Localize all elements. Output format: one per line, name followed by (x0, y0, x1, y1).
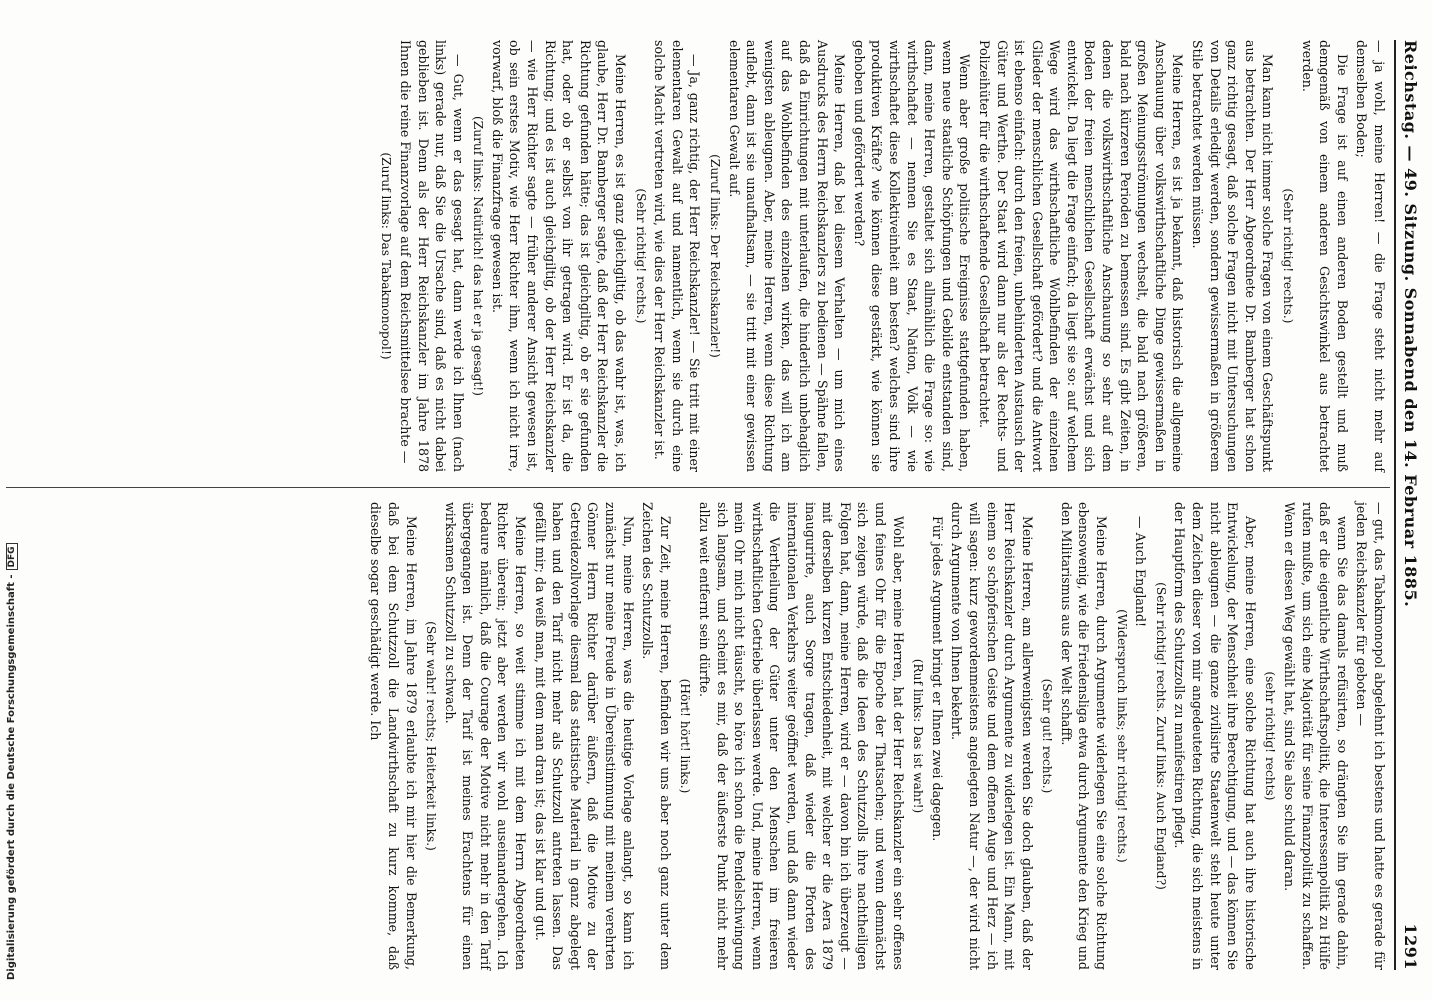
paragraph: — Auch England! (1133, 516, 1149, 628)
paragraph: (Widerspruch links; sehr richtig! rechts.) (1114, 609, 1129, 863)
page-number: 1291 (1401, 923, 1420, 970)
paragraph: Meine Herren, im Jahre 1879 erlaubte ich mir hier die Bemerkung, daß bei dem Schutzzoll die Landwirthschaft zu kurz komme, daß dieselbe sogar geschädigt werde. Ich (368, 502, 419, 970)
paragraph: Die Frage ist auf einen anderen Boden gestellt und muß demgemäß von einem anderen Gesichtswinkel aus betrachtet werden. (1299, 40, 1350, 472)
paragraph: Meine Herren, es ist ja bekannt, daß historisch die allgemeine Anschauung über volkswirthschaftliche Dinge gewissermaßen in großen Meinungsströmungen wechselt, die bald nach größeren, bald nach kürzeren Perioden zu bemessen sind. Es gibt Zeiten, in denen die volkswirthschaftliche Anschauung so sehr auf dem Boden der freien menschlichen Gesellschaft erwächst und sich entwickelt. Da liegt die Frage einfach; da liegt sie so: auf welchem Wege wird das wirthschaftliche Wohlbefinden der einzelnen Glieder der menschlichen Gesellschaft gefördert? und die Antwort ist ebenso einfach: durch den freien, unbehinderten Austausch der Güter und Werthe. Der Staat wird dann nur als der Rechts- und Polizeihüter für die wirthschaftende Gesellschaft betrachtet. (976, 40, 1186, 472)
paragraph: — gut, das Tabakmonopol abgelehnt ich bestens und hatte es gerade für jeden Reichskanzler für geboten — (1354, 502, 1387, 970)
credit-text: Digitalisierung gefördert durch die Deutsche Forschungsgemeinschaft - (6, 574, 17, 980)
paragraph: Meine Herren, es ist ganz gleichgiltig, ob das wahr ist, was, ich glaube, Herr Dr. Bamberger sagte, daß der Herr Reichskanzler die Richtung gefunden hätte; das ist gleichgiltig, ob er sie gefunden hat, oder ob er selbst von ihr getragen wird. Er ist da, die Richtung; und es ist auch gleichgiltig, ob der Herr Reichskanzler — wie Herr Richter sagte — früher anderer Ansicht gewesen ist, ob sein erstes Motiv, wie Herr Richter ihm, wenn ich nicht irre, vorwarf, bloß die Finanzfrage gewesen ist. (489, 40, 629, 472)
paragraph: wenn Sie das damals refüsirten, so drängten Sie ihn gerade dahin, daß er die eigentliche Wirthschaftspolitik, die Interessenpolitik zu Hülfe rufen mußte, um sich eine Majorität für seine Finanzpolitik zu schaffen. Wenn er diesen Weg gewählt hat, sind Sie also schuld daran. (1282, 502, 1350, 970)
paragraph: (Sehr wahr! rechts; Heiterkeit links.) (424, 621, 439, 851)
paragraph: — Ja, ganz richtig, der Herr Reichskanzler! — Sie tritt mit einer elementaren Gewalt auf und namentlich, wenn sie durch eine solche Macht vertreten wird, wie dies der Herr Reichskanzler ist. (652, 40, 703, 472)
paragraph: (Hört! hört! links.) (678, 678, 693, 794)
paragraph: Wohl aber, meine Herren, hat der Herr Reichskanzler ein sehr offenes und feines Ohr für die Epoche der Thatsachen; und wenn demnächst sich zeigen würde, daß die Ideen des Schutzzolls ihre nachtheiligen Folgen hat, dann, meine Herren, wird er — davon bin ich überzeugt — mit derselben kurzen Entschiedenheit, mit welcher er die Aera 1879 inaugurirte, auch Sorge tragen, daß wieder die Pforten des internationalen Verkehrs weiter geöffnet werden, und daß dann wieder die Vertheilung der Güter unter den Menschen im freieren wirthschaftlichen Getriebe überlassen werde. Und, meine Herren, wenn mein Ohr mich nicht täuscht, so höre ich schon die Pendelschwingung sich langsam, und scheint es mir, daß der äußerste Punkt nicht mehr allzu weit entfernt sein dürfte. (697, 502, 906, 970)
paragraph: Zur Zeit, meine Herren, befinden wir uns aber noch ganz unter dem Zeichen des Schutzzolls. (640, 502, 673, 970)
paragraph: (Zuruf links: Das Tabakmonopol!) (379, 152, 394, 360)
paragraph: Meine Herren, so weit stimme ich mit dem Herrn Abgeordneten Richter überein; jetzt aber werden wir wohl auseinandergehen. Ich bedaure nämlich, daß die Courage der Motive nicht mehr in den Tarif übergegangen ist. Denn der Tarif ist meines Erachtens für einen wirksamen Schutzzoll zu schwach. (442, 502, 529, 970)
page-header (1396, 40, 1424, 970)
right-text-column (8, 502, 1388, 970)
paragraph: — ja wohl, meine Herren! — die Frage steht nicht mehr auf demselben Boden; (1354, 40, 1387, 472)
paragraph: (Sehr richtig! rechts.) (633, 188, 648, 324)
header-title: Reichstag. — 49. Sitzung. Sonnabend den 14. Februar 1885. (1401, 40, 1420, 608)
paragraph: Man kann nicht immer solche Fragen von einem Geschäftspunkt aus betrachten. Der Herr Abgeordnete Dr. Bamberger hat schon ganz richtig gesagt, daß solche Fragen nicht mit Untersuchungen von Details erledigt werden, sondern gewissermaßen in größerem Stile betrachtet werden müssen. (1190, 40, 1276, 472)
paragraph: (Zuruf links: Der Reichskanzler!) (708, 154, 723, 358)
paragraph: Nun, meine Herren, was die heutige Vorlage anlangt, so kann ich zunächst nur meine Freude in Übereinstimmung mit meinem verehrten Gönner Herrn Richter darüber äußern, daß die Motive zu der Getreidezollvorlage diesmal das statistische Material in ganz abgelegt haben und den Tarif nicht mehr als Schutzzoll antreten lassen. Das gefällt mir; da weiß man, mit dem man dran ist; das ist klar und gut. (532, 502, 636, 970)
paragraph: Für jedes Argument bringt er Ihnen zwei dagegen. (929, 516, 945, 842)
column-divider (6, 487, 1390, 488)
digitization-credit (6, 0, 20, 980)
paragraph: (sehr richtig! rechts) (1263, 671, 1278, 801)
paragraph: Aber, meine Herren, eine solche Richtung hat auch ihre historische Entwickelung, der Menschheit ihre Berechtigung, und — das können Sie nicht ableugnen — die ganze zivilisirte Staatenwelt steht heute unter dem Zeichen dieser von mir angedeuteten Richtung, die sich meistens in der Hauptform des Schutzzolls zu manifestiren pflegt. (1172, 502, 1258, 970)
paragraph: Wenn aber große politische Ereignisse stattgefunden haben, wenn neue staatliche Schöpfungen und Gebilde entstanden sind, dann, meine Herren, gestaltet sich allmählich die Frage so: wie wirthschaftet — nennen Sie es Staat, Nation, Volk — wie wirthschaftet diese Kollektiveinheit am besten? welches sind ihre produktiven Kräfte? wie können diese gestärkt, wie können sie gehoben und gefördert werden? (851, 40, 973, 472)
paragraph: Meine Herren, daß bei diesem Verhalten — um mich eines Ausdrucks des Herrn Reichskanzlers zu bedienen — Spähne fallen, daß da Einrichtungen mit unterlaufen, die hinderlich unbehaglich auf das Wohlbefinden des einzelnen wirken, das will ich am wenigsten ableugnen. Aber, meine Herren, wenn diese Richtung auflebt, dann ist sie unaufhaltsam, — sie tritt mit einer gewissen elementaren Gewalt auf. (726, 40, 848, 472)
paragraph: (Zuruf links: Natürlich! das hat er ja gesagt!) (471, 116, 486, 396)
paragraph: (Ruf links: Das ist wahr!) (911, 658, 926, 814)
paragraph: (Sehr richtig! rechts.) (1281, 188, 1296, 324)
paragraph: — Gut, wenn er das gesagt hat, dann werde ich Ihnen (nach links) gerade nur, daß Sie die Ursache sind, daß es nicht dabei geblieben ist. Denn als der Herr Reichskanzler im Jahre 1878 Ihnen die reine Finanzvorlage auf dem Reichsmittelsee brachte — (397, 40, 466, 472)
paragraph: (Sehr gut! rechts.) (1040, 678, 1055, 794)
left-text-column (8, 40, 1388, 472)
paragraph: Meine Herren, am allerwenigsten werden Sie doch glauben, daß der Herr Reichskanzler durch Argumente zu widerlegen ist. Ein Mann, mit einem so schöpferischen Geiste und dem offenen Auge und Herz — ich will sagen: kurz gewordenmeistens angelegten Natur —, der wird nicht durch Argumente von Ihnen bekehrt. (949, 502, 1035, 970)
paragraph: (Sehr richtig! rechts. Zuruf links: Auch England?) (1153, 582, 1168, 890)
paragraph: Meine Herren, durch Argumente widerlegen Sie eine solche Richtung ebensowenig, wie die Friedensliga etwa durch Argumente den Krieg und den Militarismus aus der Welt schafft. (1058, 502, 1110, 970)
dfg-logo: DFG (6, 543, 18, 570)
header-rule (1394, 40, 1396, 970)
